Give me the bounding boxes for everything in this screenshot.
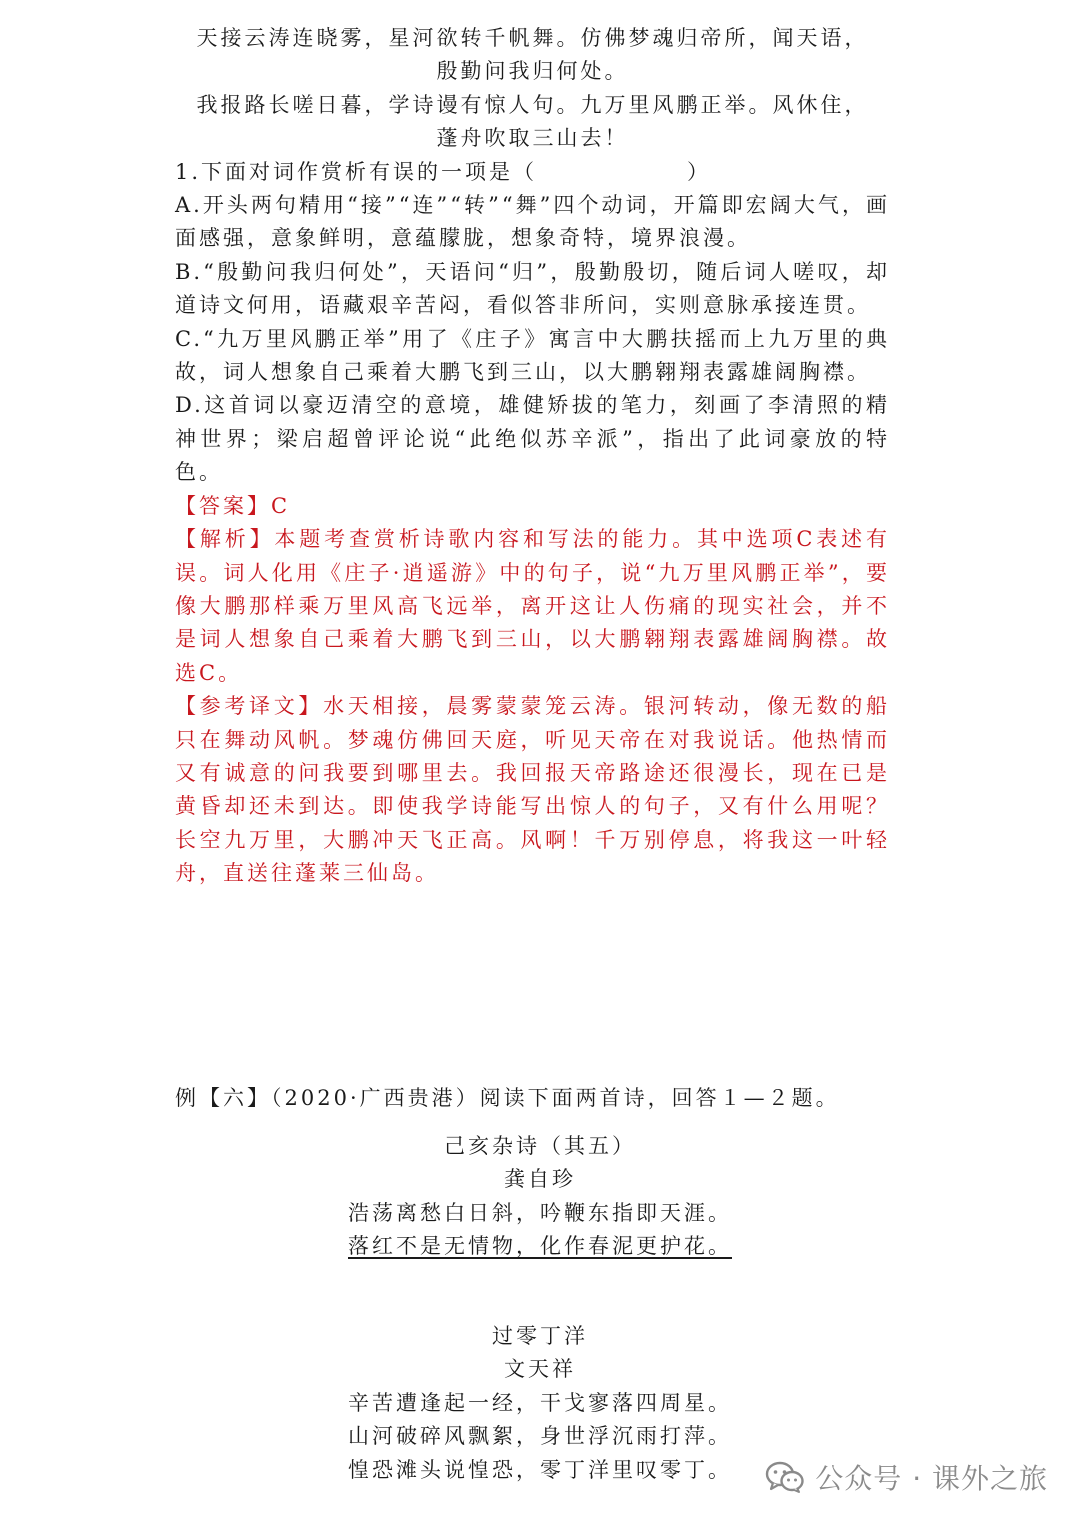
poem-1-author: 龚自珍 (504, 1167, 576, 1192)
translation-text: 水天相接，晨雾蒙蒙笼云涛。银河转动，像无数的船只在舞动风帆。梦魂仿佛回天庭，听见天帝在对我说话。他热情而又有诚意的问我要到哪里去。我回报天帝路途还很漫长，现在已是黄昏却还未到达。即使我学诗能写出惊人的句子，又有什么用呢？长空九万里，大鹏冲天飞正高。风啊！千万别停息，将我这一叶轻舟，直送往蓬莱三仙岛。 (175, 694, 891, 886)
question-stem (175, 156, 890, 189)
poem-1-line-2 (0, 1230, 1080, 1263)
translation-label: 【参考译文】 (175, 694, 324, 719)
poem-line-1: 天接云涛连晓雾，星河欲转千帆舞。仿佛梦魂归帝所，闻天语， (196, 26, 869, 50)
poem-1-line-1: 浩荡离愁白日斜，吟鞭东指即天涯。 (348, 1200, 732, 1225)
question-stem-suffix: ） (687, 159, 712, 184)
wechat-icon (765, 1460, 805, 1494)
poem-line-2: 殷勤问我归何处。 (436, 59, 629, 84)
translation-paragraph (175, 690, 890, 890)
analysis-text: 本题考查赏析诗歌内容和写法的能力。其中选项C表述有误。词人化用《庄子·逍遥游》中的句子，说“九万里风鹏正举”，要像大鹏那样乘万里风高飞远举，离开这让人伤痛的现实社会，并不是词人想象自己乘着大鹏飞到三山，以大鹏翱翔表露雄阔胸襟。故选C。 (175, 527, 890, 685)
answer-label: 【答案】 (175, 493, 271, 518)
watermark-text: 公众号 · 课外之旅 (815, 1462, 1048, 1495)
answer-line (175, 490, 890, 523)
example-section (175, 1082, 890, 1115)
poem-1 (0, 1130, 1080, 1264)
document-body (175, 22, 890, 891)
poem-2-line-2: 山河破碎风飘絮，身世浮沉雨打萍。 (348, 1424, 732, 1449)
poem-1-title: 己亥杂诗（其五） (444, 1134, 636, 1158)
poem-line-4: 蓬舟吹取三山去！ (436, 126, 629, 151)
example-heading: 例【六】（2020·广西贵港）阅读下面两首诗，回答１—２题。 (175, 1086, 840, 1110)
question-stem-prefix: 1.下面对词作赏析有误的一项是（ (175, 159, 538, 184)
option-a: A.开头两句精用“接”“连”“转”“舞”四个动词，开篇即宏阔大气，画面感强，意象鲜明，意蕴朦胧，想象奇特，境界浪漫。 (175, 193, 890, 251)
poem-2-author: 文天祥 (504, 1357, 576, 1382)
option-c: C.“九万里风鹏正举”用了《庄子》寓言中大鹏扶摇而上九万里的典故，词人想象自己乘着大鹏飞到三山，以大鹏翱翔表露雄阔胸襟。 (175, 326, 890, 385)
analysis-paragraph (175, 523, 890, 690)
poem-2-line-3: 惶恐滩头说惶恐，零丁洋里叹零丁。 (348, 1457, 732, 1482)
option-d: D.这首词以豪迈清空的意境，雄健矫拔的笔力，刻画了李清照的精神世界；梁启超曾评论说“此绝似苏辛派”，指出了此词豪放的特色。 (175, 393, 890, 485)
poem-1-line-2-text: 落红不是无情物，化作春泥更护花。 (348, 1234, 732, 1259)
poem-2-title: 过零丁洋 (492, 1324, 588, 1348)
analysis-label: 【解析】 (175, 527, 275, 552)
answer-value: C (271, 493, 291, 518)
poem-2-line-1: 辛苦遭逢起一经，干戈寥落四周星。 (348, 1390, 732, 1415)
poem-line-3: 我报路长嗟日暮，学诗谩有惊人句。九万里风鹏正举。风休住， (196, 92, 869, 117)
watermark (765, 1457, 1048, 1497)
option-b: B.“殷勤问我归何处”，天语问“归”，殷勤殷切，随后词人嗟叹，却道诗文何用，语藏艰辛苦闷，看似答非所问，实则意脉承接连贯。 (175, 259, 890, 318)
